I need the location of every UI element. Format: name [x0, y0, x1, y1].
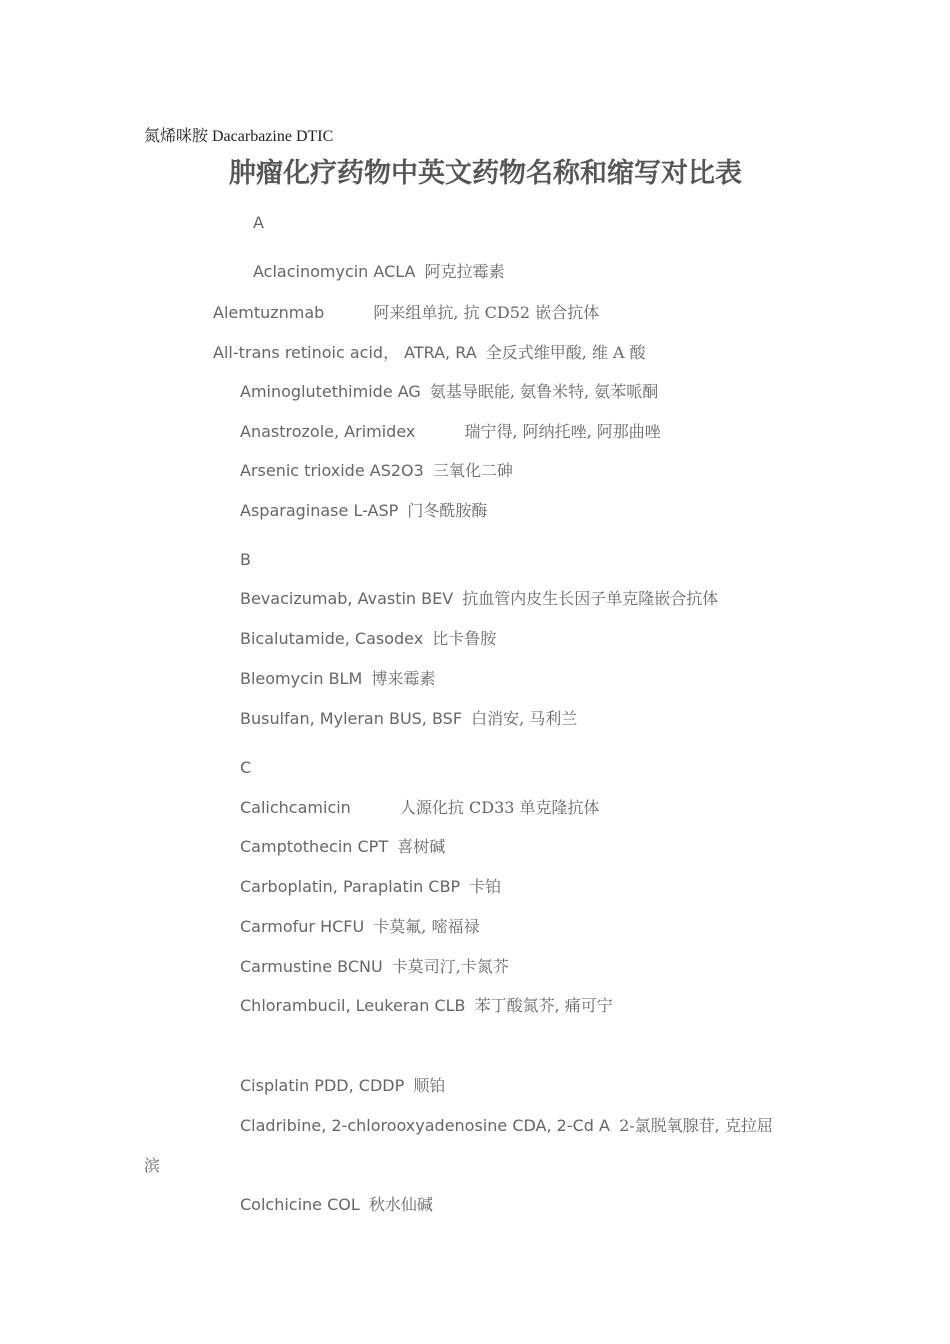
entry-chlorambucil	[240, 996, 613, 1016]
entry-chinese: 白消安, 马利兰	[471, 709, 578, 728]
entry-carmofur	[240, 917, 479, 937]
entry-english: Colchicine COL	[240, 1195, 360, 1214]
entry-chinese: 卡铂	[469, 877, 502, 896]
entry-english: Aminoglutethimide AG	[240, 382, 421, 401]
entry-carmustine	[240, 957, 509, 977]
entry-english: Carmustine BCNU	[240, 957, 383, 976]
entry-english: Cladribine, 2-chlorooxyadenosine CDA, 2-Cd A	[240, 1116, 610, 1135]
entry-english: Alemtuznmab	[213, 303, 325, 322]
entry-chinese: 比卡鲁胺	[432, 629, 497, 648]
entry-chinese: 博来霉素	[371, 669, 436, 688]
entry-arsenic-trioxide	[240, 461, 513, 481]
entry-chinese: 门冬酰胺酶	[407, 501, 488, 520]
entry-english: Anastrozole, Arimidex	[240, 422, 416, 441]
section-heading-b: B	[240, 550, 251, 569]
entry-english: Cisplatin PDD, CDDP	[240, 1076, 405, 1095]
entry-bleomycin	[240, 669, 435, 689]
entry-english: Busulfan, Myleran BUS, BSF	[240, 709, 463, 728]
entry-busulfan	[240, 709, 577, 729]
entry-english: Bicalutamide, Casodex	[240, 629, 424, 648]
entry-calichcamicin	[240, 798, 600, 818]
entry-chinese: 三氧化二砷	[432, 461, 513, 480]
entry-english: Calichcamicin	[240, 798, 351, 817]
entry-cladribine	[240, 1116, 773, 1136]
entry-chinese: 全反式维甲酸, 维 A 酸	[485, 343, 646, 362]
entry-anastrozole	[240, 422, 661, 442]
entry-alemtuzmab	[213, 303, 599, 323]
entry-chinese: 阿克拉霉素	[424, 262, 505, 281]
entry-english: Chlorambucil, Leukeran CLB	[240, 996, 466, 1015]
entry-cladribine-wrap: 滨	[144, 1156, 161, 1175]
entry-colchicine	[240, 1195, 433, 1215]
entry-camptothecin	[240, 837, 445, 857]
entry-all-trans	[213, 343, 646, 363]
entry-english: Carmofur HCFU	[240, 917, 365, 936]
entry-english: Aclacinomycin ACLA	[253, 262, 416, 281]
page-title: 肿瘤化疗药物中英文药物名称和缩写对比表	[229, 158, 742, 189]
entry-bicalutamide	[240, 629, 496, 649]
entry-aclacinomycin	[253, 262, 505, 282]
entry-chinese: 氨基导眠能, 氨鲁米特, 氨苯哌酮	[429, 382, 659, 401]
entry-aminoglutethimide	[240, 382, 658, 402]
entry-chinese: 秋水仙碱	[368, 1195, 433, 1214]
entry-english: Camptothecin CPT	[240, 837, 389, 856]
header-line: 氮烯咪胺 Dacarbazine DTIC	[144, 128, 334, 145]
entry-chinese: 苯丁酸氮芥, 痛可宁	[474, 996, 613, 1015]
entry-chinese: 卡莫司汀,卡氮芥	[391, 957, 509, 976]
entry-chinese: 2-氯脱氧腺苷, 克拉屈	[619, 1116, 773, 1135]
entry-chinese: 人源化抗 CD33 单克隆抗体	[399, 798, 600, 817]
entry-english: Asparaginase L-ASP	[240, 501, 399, 520]
entry-chinese: 阿来组单抗, 抗 CD52 嵌合抗体	[373, 303, 600, 322]
entry-chinese: 卡莫氟, 嘧福禄	[373, 917, 480, 936]
entry-chinese: 喜树碱	[397, 837, 446, 856]
entry-english: All-trans retinoic acid， ATRA, RA	[213, 343, 477, 362]
entry-english: Carboplatin, Paraplatin CBP	[240, 877, 461, 896]
entry-chinese: 瑞宁得, 阿纳托唑, 阿那曲唑	[464, 422, 661, 441]
entry-english: Bevacizumab, Avastin BEV	[240, 589, 454, 608]
entry-asparaginase	[240, 501, 487, 521]
entry-cisplatin	[240, 1076, 445, 1096]
entry-bevacizumab	[240, 589, 718, 609]
entry-carboplatin	[240, 877, 501, 897]
entry-chinese: 抗血管内皮生长因子单克隆嵌合抗体	[462, 589, 719, 608]
section-heading-c: C	[240, 758, 252, 777]
entry-english: Bleomycin BLM	[240, 669, 363, 688]
entry-english: Arsenic trioxide AS2O3	[240, 461, 424, 480]
section-heading-a: A	[253, 213, 264, 232]
entry-chinese: 顺铂	[413, 1076, 446, 1095]
